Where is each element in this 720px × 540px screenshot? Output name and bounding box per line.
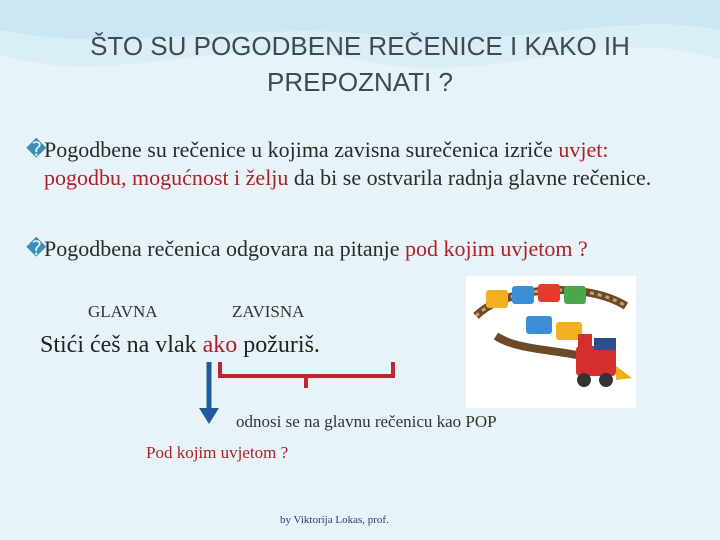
sentence-dependent-part: požuriš. <box>237 332 320 358</box>
explanation-note: odnosi se na glavnu rečenicu kao POP <box>236 412 497 431</box>
author-credit: by Viktorija Lokas, prof. <box>280 514 389 526</box>
title-line-1: ŠTO SU POGODBENE REČENICE I KAKO IH <box>90 31 630 61</box>
bullet-mark: � <box>26 139 47 161</box>
sentence-main-part: Stići ćeš na vlak <box>40 332 203 358</box>
bullet1-highlight: uvjet: pogodbu, mogućnost i želju <box>44 137 609 190</box>
down-arrow-icon <box>199 362 219 424</box>
toy-train-illustration <box>466 276 636 408</box>
bullet1-text-end: da bi se ostvarila radnja glavne rečenice. <box>288 165 652 190</box>
bracket-connector <box>220 362 393 388</box>
label-main-clause: GLAVNA <box>88 302 158 321</box>
title-line-2: PREPOZNATI ? <box>267 67 453 97</box>
bullet1-text-start: Pogodbene su rečenice u kojima zavisna surečenica izriče <box>44 137 559 162</box>
question-label: Pod kojim uvjetom ? <box>146 443 289 462</box>
label-dependent-clause: ZAVISNA <box>232 302 305 321</box>
sentence-conjunction: ako <box>202 332 238 358</box>
bullet-mark: � <box>26 238 47 260</box>
bullet2-highlight: pod kojim uvjetom ? <box>405 236 588 261</box>
bullet2-text-start: Pogodbena rečenica odgovara na pitanje <box>44 236 406 261</box>
